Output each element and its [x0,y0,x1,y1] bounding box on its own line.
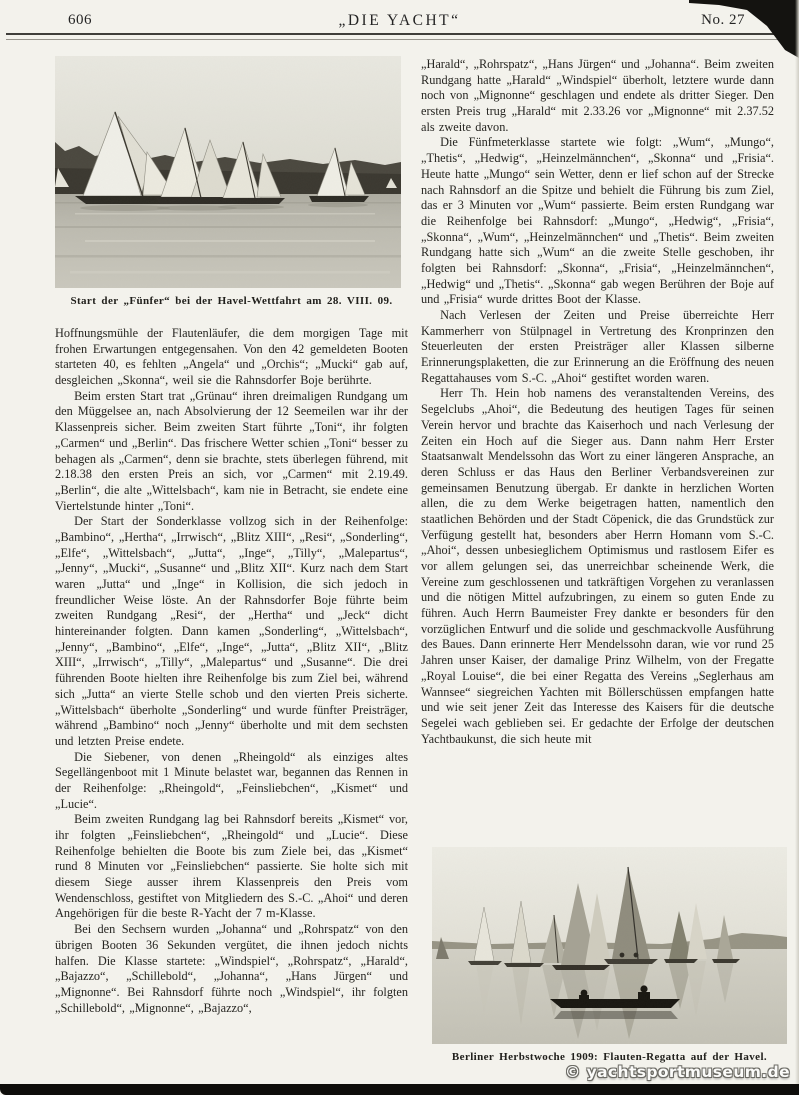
issue-number: No. 27 [701,12,745,28]
page-header [0,12,799,34]
paragraph: Beim zweiten Rundgang lag bei Rahnsdorf bereits „Kismet“ vor, ihr folgten „Feinsliebchen“, „Rheingold“ und „Lucie“. Diese Reihenfolge behielten die Boote bis zum Ziele bei, das „Kismet“ rund 8 Minuten vor „Feinsliebchen“ passierte. Sie holte sich mit diesem Siege ausser ihrem Klassenpreis den Preis vom Wendenschloss, gestiftet von Mitgliedern des S.-C. „Ahoi“ und deren Angehörigen für die beste R-Yacht der 7 m-Klasse. [55,812,408,921]
paragraph: Hoffnungsmühle der Flautenläufer, die dem morgigen Tage mit frohen Erwartungen entgegensahen. Von den 42 gemeldeten Booten starteten 40, es fehlten „Angela“ und „Orchis“; „Mucki“ gab auf, desgleichen „Skonna“, weil sie die Rahnsdorfer Boje berührte. [55,326,408,388]
paragraph: Die Fünfmeterklasse startete wie folgt: „Wum“, „Mungo“, „Thetis“, „Hedwig“, „Heinzelmännchen“, „Skonna“ und „Frisia“. Heute hatte „Mungo“ sein Wetter, denn er lief schon auf der Strecke nach Rahnsdorf an die Spitze und behielt die Führung bis zum Ziel, das er 3 Minuten vor „Wum“ passierte. Beim ersten Rundgang war die Reihenfolge bei Rahnsdorf: „Mungo“, „Hedwig“, „Frisia“, „Skonna“, „Wum“, „Heinzelmännchen“ und „Thetis“. Beim zweiten Rundgang hatte sich „Wum“ an die zweite Stelle geschoben, ihr folgten bei Rahnsdorf: „Skonna“, „Frisia“, „Heinzelmännchen“, „Hedwig“ und „Thetis“. „Skonna“ gab wegen Berühren der Boje auf und „Frisia“ wurde drittes Boot der Klasse. [421,135,774,307]
herbstwoche-photo [432,847,787,1063]
herbstwoche-caption: Berliner Herbstwoche 1909: Flauten-Regatta auf der Havel. [451,1051,768,1063]
sailboats-start-photo-illustration [55,56,401,288]
paragraph: Der Start der Sonderklasse vollzog sich in der Reihenfolge: „Bambino“, „Hertha“, „Irrwisch“, „Blitz XIII“, „Resi“, „Sonderling“, „Elfe“, „Wittelsbach“, „Jutta“, „Inge“, „Tilly“, „Malepartus“, „Jenny“, „Mucki“, „Susanne“ und „Blitz XII“. Kurz nach dem Start waren „Jutta“ und „Inge“ in Kollision, die sich jedoch in freundlicher Weise löste. An der Rahnsdorfer Boje führte beim zweiten Rundgang „Resi“, der „Hertha“ und „Jeck“ dicht hintereinander folgten. Dann kamen „Sonderling“, „Wittelsbach“, „Jenny“, „Bambino“, „Elfe“, „Inge“, „Jutta“, „Blitz XII“, „Blitz XIII“, „Irrwisch“, „Tilly“, „Malepartus“ und „Susanne“. Die drei führenden Boote hielten ihre Reihenfolge bis zum Ziel bei, während sich „Jutta“ an vierte Stelle schob und den vierten Preis sicherte. „Wittelsbach“ überholte „Sonderling“ und wurde fünfter Preisträger, während „Bambino“ noch „Jenny“ überholte und mit dem sechsten und letzten Preise endete. [55,514,408,748]
paragraph: „Harald“, „Rohrspatz“, „Hans Jürgen“ und „Johanna“. Beim zweiten Rundgang hatte „Harald“ „Windspiel“ überholt, letztere wurde dann noch von „Mignonne“ geschlagen und endete als dritter Sieger. Den ersten Preis trug „Harald“ mit 2.33.26 vor „Mignonne“ mit 2.37.52 als zweite davon. [421,57,774,134]
paragraph: Die Siebener, von denen „Rheingold“ als einziges altes Segellängenboot mit 1 Minute belastet war, begannen das Rennen in der Reihenfolge: „Rheingold“, „Feinsliebchen“, „Kismet“ und „Lucie“. [55,749,408,811]
havel-start-caption: Start der „Fünfer“ bei der Havel-Wettfahrt am 28. VIII. 09. [70,295,393,307]
watermark-text: © yachtsportmuseum.de [564,1063,790,1081]
paragraph: Bei den Sechsern wurden „Johanna“ und „Rohrspatz“ von den übrigen Booten 36 Sekunden vergütet, die ihnen jedoch nichts halfen. Die Klasse startete: „Windspiel“, „Rohrspatz“, „Harald“, „Bajazzo“, „Schillebold“, „Johanna“, „Hans Jürgen“ und „Mignonne“. Bei Rahnsdorf führte noch „Windspiel“, ihr folgten „Schillebold“, „Mignonne“, „Bajazzo“, [55,922,408,1015]
flauten-regatta-photo-illustration [432,847,787,1044]
paragraph: Beim ersten Start trat „Grünau“ ihren dreimaligen Rundgang um den Müggelsee an, nach Absolvierung der 12 Seemeilen war ihr der Klassenpreis sicher. Beim zweiten Start führte „Toni“, ihr folgten „Carmen“ und „Berlin“. Das frischere Wetter schien „Toni“ besser zu behagen als „Carmen“, denn sie brachte, stets überlegen führend, mit 2.18.38 den ersten Preis an sich, vor „Carmen“ mit 2.19.49. „Berlin“, die alte „Wittelsbach“, kam nie in Betracht, sie endete eine Viertelstunde hinter „Toni“. [55,388,408,513]
journal-title: „DIE YACHT“ [338,12,461,29]
page-number: 606 [68,12,92,28]
scan-right-edge [795,0,799,1095]
header-rule [6,33,792,40]
scan-bottom-bar [0,1084,799,1095]
right-column [421,57,774,837]
paragraph: Nach Verlesen der Zeiten und Preise überreichte Herr Kammerherr von Stülpnagel in Vertretung des Kronprinzen den Steuerleuten der ersten Preisträger aller Klassen silberne Erinnerungsplaketten, die zur Erinnerung an die Eröffnung des neuen Regattahauses vom S.-C. „Ahoi“ gestiftet worden waren. [421,308,774,385]
left-column [55,56,408,1076]
havel-start-photo [55,56,408,307]
paragraph: Herr Th. Hein hob namens des veranstaltenden Vereins, des Segelclubs „Ahoi“, die Bedeutung des heutigen Tages für seinen Verein hervor und brachte das Kaiserhoch und nach Verlesung der Zeiten ein Hoch auf die Sieger aus. Dann nahm Herr Erster Staatsanwalt Mendelssohn das Wort zu einer längeren Ansprache, an deren Schluss er das Haus den Berliner Verbandsvereinen zur gemeinsamen Benutzung übergab. Er dankte in herzlichen Worten allen, die zu dem Werke beigetragen hatten, namentlich den staatlichen Behörden und der Stadt Cöpenick, die das Grundstück zur Verfügung gestellt hat, besonders aber Herrn Homann vom S.-C. „Ahoi“, dessen unbesieglichem Optimismus und rastlosem Eifer es vor allem gelungen sei, das unerreichbar scheinende Werk, die Vereine zum geschlossenen und tatkräftigen Vorgehen zu veranlassen und die nötigen Mittel aufzubringen, zu einem so guten Ende zu führen. Auch Herrn Baumeister Frey dankte er besonders für den vorzüglichen Entwurf und die solide und geschmackvolle Ausführung des Baues. Dann erinnerte Herr Mendelssohn daran, wie vor rund 25 Jahren unser Kaiser, der damalige Prinz Wilhelm, von der Fregatte „Royal Louise“, die bei einer Regatta des Vereins „Seglerhaus am Wannsee“ siegreichen Yachten mit Böllerschüssen empfangen hatte und wie seit jener Zeit das Interesse des Kaisers für die deutsche Segelei wach geblieben sei. Er gedachte der Erfolge der deutschen Yachtbaukunst, die sich heute mit [421,386,774,746]
